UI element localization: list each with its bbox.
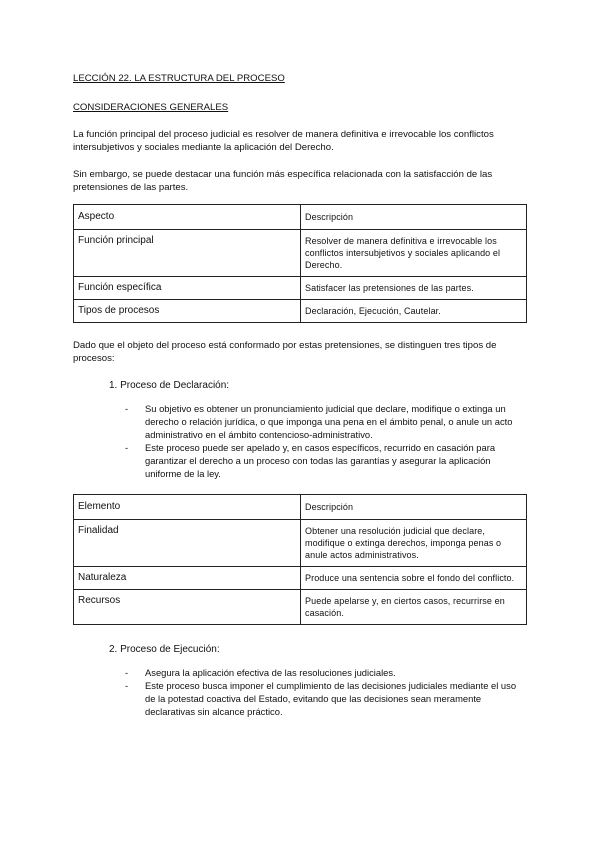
execution-bullets — [73, 666, 527, 718]
list-item — [73, 679, 527, 718]
table-header-cell: Descripción — [301, 205, 527, 230]
table-cell: Obtener una resolución judicial que declare, modifique o extinga derechos, imponga penas o anule actos administrativos. — [301, 520, 527, 567]
paragraph-main-function: La función principal del proceso judicial es resolver de manera definitiva e irrevocable los conflictos intersubjetivos y sociales mediante la aplicación del Derecho. — [73, 129, 494, 153]
table-cell: Función específica — [74, 277, 301, 300]
table-row — [74, 230, 527, 277]
list-item-text: Asegura la aplicación efectiva de las resoluciones judiciales. — [145, 667, 396, 678]
elements-table — [73, 494, 527, 625]
table-cell: Satisfacer las pretensiones de las partes. — [301, 277, 527, 300]
table-header-cell: Aspecto — [74, 205, 301, 230]
table-row — [74, 300, 527, 323]
table-row — [74, 567, 527, 590]
lesson-title: LECCIÓN 22. LA ESTRUCTURA DEL PROCESO — [73, 73, 285, 84]
bullet-dash: - — [125, 442, 129, 453]
aspects-table — [73, 204, 527, 323]
table-cell: Finalidad — [74, 520, 301, 567]
list-item-text: Este proceso busca imponer el cumplimiento de las decisiones judiciales mediante el uso de la potestad coactiva del Estado, evitando que las decisiones sean meramente declarativas sin alcance práctico. — [145, 680, 517, 717]
table-cell: Resolver de manera definitiva e irrevocable los conflictos intersubjetivos y sociales aplicando el Derecho. — [301, 230, 527, 277]
document-page — [73, 72, 527, 718]
section-heading: CONSIDERACIONES GENERALES — [73, 102, 229, 113]
table-row — [74, 590, 527, 625]
table-header-cell: Elemento — [74, 495, 301, 520]
table-cell: Recursos — [74, 590, 301, 625]
table-cell: Produce una sentencia sobre el fondo del conflicto. — [301, 567, 527, 590]
bullet-dash: - — [125, 680, 129, 691]
table-cell: Puede apelarse y, en ciertos casos, recurrirse en casación. — [301, 590, 527, 625]
table-header-row — [74, 205, 527, 230]
table-header-cell: Descripción — [301, 495, 527, 520]
bullet-dash: - — [125, 403, 129, 414]
paragraph-process-types: Dado que el objeto del proceso está conformado por estas pretensiones, se distinguen tres tipos de procesos: — [73, 340, 497, 364]
paragraph-specific-function: Sin embargo, se puede destacar una función más específica relacionada con la satisfacción de las pretensiones de las partes. — [73, 169, 493, 193]
table-cell: Tipos de procesos — [74, 300, 301, 323]
table-row — [74, 277, 527, 300]
list-item — [73, 402, 527, 441]
list-item — [73, 666, 527, 679]
declaration-bullets — [73, 402, 527, 480]
list-item — [73, 441, 527, 480]
table-row — [74, 520, 527, 567]
table-cell: Declaración, Ejecución, Cautelar. — [301, 300, 527, 323]
list-item-text: Su objetivo es obtener un pronunciamiento judicial que declare, modifique o extinga un derecho o relación jurídica, o que imponga una pena en el ámbito penal, o anule un acto administrativo en el ámbito contencioso-administrativo. — [145, 403, 513, 440]
table-cell: Función principal — [74, 230, 301, 277]
list-item-text: Este proceso puede ser apelado y, en casos específicos, recurrido en casación para garantizar el derecho a un proceso con todas las garantías y asegurar la aplicación uniforme de la ley. — [145, 442, 496, 479]
list-heading-execution: 2. Proceso de Ejecución: — [109, 644, 220, 655]
table-cell: Naturaleza — [74, 567, 301, 590]
list-heading-declaration: 1. Proceso de Declaración: — [109, 380, 230, 391]
table-header-row — [74, 495, 527, 520]
bullet-dash: - — [125, 667, 129, 678]
